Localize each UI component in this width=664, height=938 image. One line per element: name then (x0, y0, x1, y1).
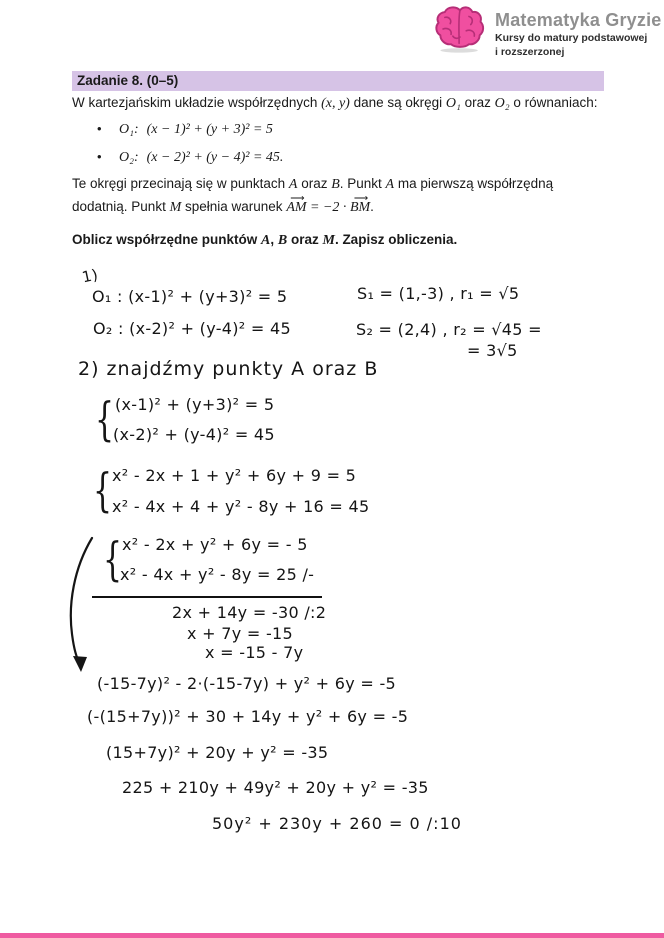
logo-subtitle-line2: i rozszerzonej (495, 46, 565, 58)
down-arrow (60, 534, 102, 674)
instr-text-2: , (270, 232, 278, 247)
hw-substitution-1: (-15-7y)² - 2·(-15-7y) + y² + 6y = -5 (97, 674, 397, 693)
circle-o2-label: O₂: (119, 150, 139, 165)
circle-o1-label: O₁: (119, 122, 139, 137)
task-description-paragraph (72, 173, 612, 219)
hw-after-subtraction-3: x = -15 - 7y (205, 643, 304, 662)
equation-bullet-o1 (97, 118, 273, 141)
point-m: M (169, 200, 182, 215)
logo (433, 4, 661, 59)
system-brace: { (93, 463, 113, 517)
bullet-marker: • (97, 149, 102, 164)
instr-text-3: oraz (287, 232, 323, 247)
hw-substitution-2: (-(15+7y))² + 30 + 14y + y² + 6y = -5 (87, 707, 409, 726)
hw-step1-label: 1) (80, 265, 100, 287)
logo-title: Matematyka Gryzie (495, 10, 662, 30)
task-instruction (72, 229, 612, 252)
point-a: A (385, 177, 395, 192)
hw-substitution-4: 225 + 210y + 49y² + 20y + y² = -35 (122, 778, 429, 797)
point-m: M (322, 233, 335, 248)
hw-system3-line1: x² - 2x + y² + 6y = - 5 (122, 535, 308, 554)
point-b: B (277, 233, 288, 248)
bullet-marker: • (97, 121, 102, 136)
system-brace: { (95, 392, 115, 446)
hw-substitution-3: (15+7y)² + 20y + y² = -35 (106, 743, 329, 762)
subtraction-line (92, 596, 322, 598)
instr-text-1: Oblicz współrzędne punktów (72, 232, 262, 247)
hw-after-subtraction-1: 2x + 14y = -30 /:2 (172, 603, 327, 622)
point-b: B (331, 177, 340, 192)
hw-system2-line2: x² - 4x + 4 + y² - 8y + 16 = 45 (112, 497, 370, 516)
vector-bm: ⟶ BM (350, 197, 370, 219)
hw-system3-line2: x² - 4x + y² - 8y = 25 /- (120, 565, 315, 584)
hw-step2-label: 2) znajdźmy punkty A oraz B (78, 358, 379, 380)
system-brace: { (103, 532, 123, 586)
point-a: A (288, 177, 298, 192)
hw-system1-line1: (x-1)² + (y+3)² = 5 (115, 395, 275, 414)
logo-text (495, 4, 661, 59)
desc-math-eq: = −2 · (306, 200, 350, 215)
desc-text-3: . Punkt (339, 176, 386, 191)
desc-text-2: oraz (297, 176, 332, 191)
task-intro-paragraph (72, 92, 617, 115)
circle-o2-equation: (x − 2)² + (y − 4)² = 45. (146, 150, 284, 165)
circle-o1-equation: (x − 1)² + (y + 3)² = 5 (146, 122, 273, 137)
footer-bar (0, 933, 664, 938)
desc-text-4: ma pierwszą współrzędną dodatnią. Punkt (72, 176, 554, 214)
math-o1: O₁ (445, 96, 461, 111)
hw-system1-line2: (x-2)² + (y-4)² = 45 (113, 425, 275, 444)
brain-logo-icon (433, 4, 487, 54)
intro-text-1: W kartezjańskim układzie współrzędnych (72, 95, 322, 110)
hw-o1-center-radius: S₁ = (1,-3) , r₁ = √5 (357, 284, 520, 303)
logo-subtitle-line1: Kursy do matury podstawowej (495, 32, 648, 44)
hw-after-subtraction-2: x + 7y = -15 (187, 624, 294, 643)
hw-system2-line1: x² - 2x + 1 + y² + 6y + 9 = 5 (112, 466, 357, 485)
intro-text-4: o równaniach: (509, 95, 598, 110)
intro-text-3: oraz (460, 95, 495, 110)
hw-o2-center-radius: S₂ = (2,4) , r₂ = √45 = (356, 320, 542, 339)
hw-o2-equation: O₂ : (x-2)² + (y-4)² = 45 (93, 319, 291, 338)
hw-o1-equation: O₁ : (x-1)² + (y+3)² = 5 (92, 287, 288, 306)
math-xy: (x, y) (321, 96, 350, 111)
task-heading: Zadanie 8. (0–5) (72, 71, 604, 91)
intro-text-2: dane są okręgi (349, 95, 446, 110)
hw-o2-radius-simplified: = 3√5 (467, 341, 518, 360)
desc-text-1: Te okręgi przecinają się w punktach (72, 176, 289, 191)
point-a: A (261, 233, 271, 248)
vector-am: ⟶ AM (286, 197, 306, 219)
math-o2: O₂ (494, 96, 510, 111)
equation-bullet-o2 (97, 146, 283, 169)
desc-text-5: spełnia warunek (181, 199, 287, 214)
desc-text-6: . (370, 199, 374, 214)
instr-text-4: . Zapisz obliczenia. (334, 232, 458, 247)
hw-substitution-5: 50y² + 230y + 260 = 0 /:10 (212, 814, 462, 833)
